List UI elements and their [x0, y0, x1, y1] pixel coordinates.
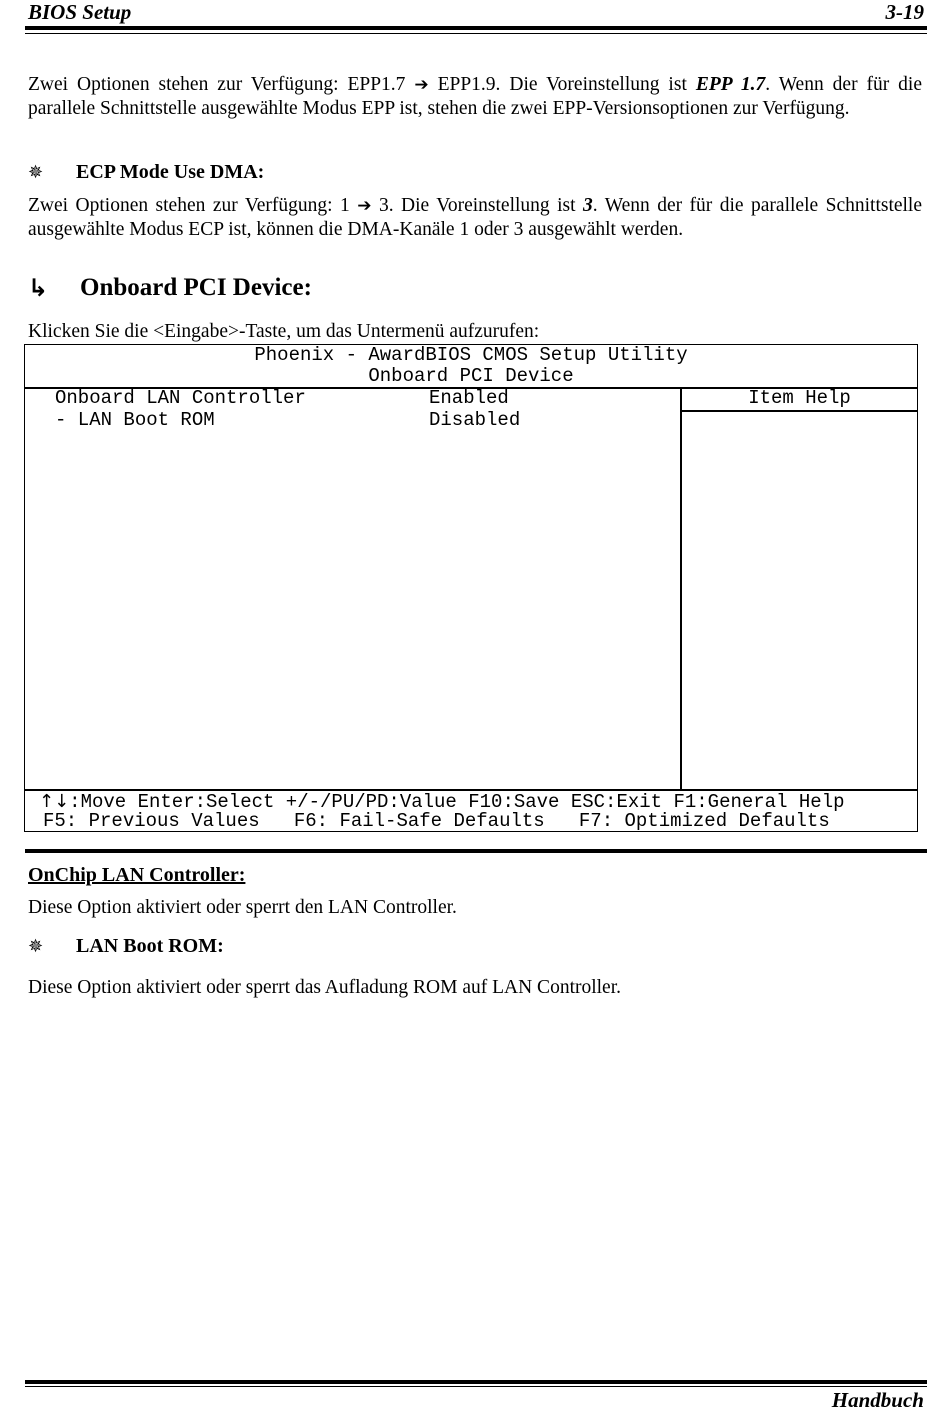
up-down-arrow-icon: ↑↓ [39, 791, 70, 812]
lanboot-heading: LAN Boot ROM: [76, 935, 224, 957]
section-title-row [28, 274, 312, 302]
ecp-paragraph [28, 194, 922, 242]
footer-title: Handbuch [831, 1388, 924, 1412]
bios-screen [24, 344, 918, 832]
lanboot-heading-row [28, 935, 224, 958]
bios-value-lan-controller[interactable]: Enabled [429, 387, 509, 409]
onchip-text: Diese Option aktiviert oder sperrt den LAN Controller. [28, 897, 457, 918]
bios-title: Phoenix - AwardBIOS CMOS Setup Utility [254, 344, 688, 366]
bios-footer-keys: :Move Enter:Select +/-/PU/PD:Value F10:Save ESC:Exit F1:General Help [69, 791, 845, 813]
arrow-right-icon: ➔ [414, 75, 429, 95]
ecp-default-value: 3 [583, 195, 593, 216]
header-rule-thin [25, 33, 927, 34]
section-intro: Klicken Sie die <Eingabe>-Taste, um das Untermenü aufzurufen: [28, 321, 540, 342]
epp-default-value: EPP 1.7 [695, 74, 766, 95]
onchip-heading: OnChip LAN Controller: [28, 864, 246, 886]
footer-rule-thin [25, 1386, 927, 1387]
epp-paragraph [28, 73, 922, 121]
header-rule-thick [25, 26, 927, 30]
bios-item-lan-boot-rom[interactable]: - LAN Boot ROM [55, 409, 215, 431]
bios-footer-line-2: F5: Previous Values F6: Fail-Safe Defaults F7: Optimized Defaults [43, 810, 830, 832]
bios-subtitle: Onboard PCI Device [368, 365, 574, 387]
bullet-star-icon: ✵ [28, 936, 44, 957]
bios-value-lan-boot-rom[interactable]: Disabled [429, 409, 521, 431]
section-arrow-icon: ↳ [28, 274, 49, 302]
item-help-title: Item Help [748, 387, 851, 409]
bios-help-divider [680, 388, 682, 790]
ecp-heading-row [28, 161, 264, 184]
bios-item-lan-controller[interactable]: Onboard LAN Controller [55, 387, 306, 409]
bullet-star-icon: ✵ [28, 162, 44, 183]
epp-text-3: . Wenn der für die parallele Schnittstelle ausgewählte Modus EPP ist, stehen die zwei EPP-Versionsoptionen zur Verfügung. [28, 74, 923, 119]
ecp-text-2: 3. Die Voreinstellung ist [371, 195, 584, 216]
ecp-text-1: Zwei Optionen stehen zur Verfügung: 1 [28, 195, 358, 216]
arrow-right-icon: ➔ [357, 196, 372, 216]
section-rule-thick [25, 849, 927, 853]
header-title: BIOS Setup [28, 0, 132, 24]
lanboot-text: Diese Option aktiviert oder sperrt das Aufladung ROM auf LAN Controller. [28, 977, 622, 998]
page-number: 3-19 [885, 0, 924, 24]
footer-rule-thick [25, 1380, 927, 1384]
ecp-heading: ECP Mode Use DMA: [76, 161, 265, 183]
epp-text-1: Zwei Optionen stehen zur Verfügung: EPP1.7 [28, 74, 415, 95]
item-help-underline [680, 410, 917, 412]
epp-text-2: EPP1.9. Die Voreinstellung ist [428, 74, 696, 95]
section-title: Onboard PCI Device: [80, 274, 312, 301]
ecp-text-3: . Wenn der für die parallele Schnittstelle ausgewählte Modus ECP ist, können die DMA-Kanäle 1 oder 3 ausgewählt werden. [28, 195, 923, 240]
